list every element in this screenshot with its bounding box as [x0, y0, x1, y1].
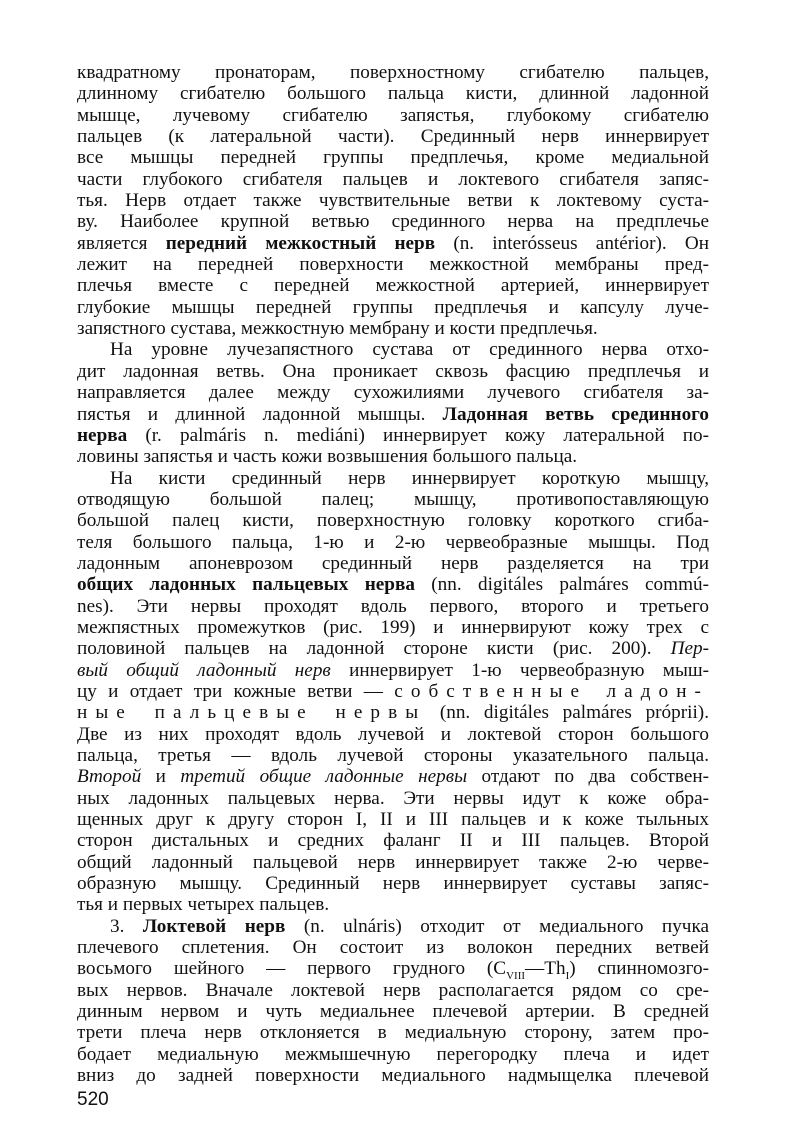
text-line [77, 254, 709, 275]
italic-term: Пер- [670, 638, 709, 660]
spaced-term: ные пальцевые нервы [77, 702, 427, 724]
text-line [77, 489, 709, 510]
text-segment: межпястных промежутков (рис. 199) и иннервируют кожу трех с [77, 616, 709, 638]
page-body-text [77, 62, 709, 1087]
bold-term: передний межкостный нерв [165, 232, 436, 254]
text-segment: пальца, третья — вдоль лучевой стороны указательного пальца. [77, 745, 709, 766]
text-segment: (n. ulnáris) отходит от медиального пучка [285, 915, 709, 937]
text-line [77, 553, 709, 574]
text-line [77, 425, 709, 446]
text-segment: части глубокого сгибателя пальцев и локтевого сгибателя запяс- [77, 168, 709, 190]
text-line [77, 147, 709, 168]
text-segment: ных ладонных пальцевых нерва. Эти нервы идут к коже обра- [77, 787, 709, 809]
text-line [77, 788, 709, 809]
bold-term: Локтевой нерв [142, 915, 286, 937]
text-segment: (r. palmáris n. mediáni) иннервирует кожу латеральной по- [127, 424, 709, 446]
text-segment: ловины запястья и часть кожи возвышения большого пальца. [77, 446, 578, 468]
text-line [77, 62, 709, 83]
text-line [77, 1022, 709, 1043]
text-line [77, 916, 709, 937]
text-segment: вых нервов. Вначале локтевой нерв располагается рядом со сре- [77, 979, 709, 1001]
text-segment: дит ладонная ветвь. Она проникает сквозь фасцию предплечья и [77, 360, 709, 382]
text-line [77, 617, 709, 638]
text-segment: отводящую большой палец; мышцу, противопоставляющую [77, 488, 709, 510]
text-line [77, 105, 709, 126]
text-segment: пальцев (к латеральной части). Срединный нерв иннервирует [77, 126, 709, 148]
text-line [77, 873, 709, 894]
text-segment: сторон дистальных и средних фаланг II и III пальцев. Второй [77, 830, 709, 852]
text-line [77, 126, 709, 147]
text-segment: На кисти срединный нерв иннервирует короткую мышцу, [110, 467, 709, 489]
text-segment: На уровне лучезапястного сустава от срединного нерва отхо- [110, 339, 709, 361]
text-segment: плечевого сплетения. Он состоит из волокон передних ветвей [77, 937, 709, 959]
text-segment: глубокие мышцы передней группы предплечья и капсулу луче- [77, 296, 709, 318]
subscript: VIII [506, 970, 526, 983]
text-line [77, 937, 709, 958]
page-number: 520 [77, 1089, 109, 1110]
text-segment: динным нервом и чуть медиальнее плечевой артерии. В средней [77, 1001, 709, 1023]
text-segment: 3. [110, 915, 143, 937]
text-segment: образную мышцу. Срединный нерв иннервирует суставы запяс- [77, 873, 709, 895]
text-line [77, 958, 709, 983]
text-line [77, 532, 709, 553]
text-segment: цу и отдает три кожные ветви — [77, 680, 395, 702]
text-line [77, 894, 709, 915]
text-line [77, 1065, 709, 1086]
text-line [77, 361, 709, 382]
text-line [77, 190, 709, 211]
text-line [77, 211, 709, 232]
text-line [77, 809, 709, 830]
text-line [77, 574, 709, 595]
text-segment: восьмого шейного — первого грудного (C [77, 958, 507, 980]
text-segment: запястного сустава, межкостную мембрану и кости предплечья. [77, 318, 598, 340]
text-segment: Две из них проходят вдоль лучевой и локтевой сторон большого [77, 723, 709, 745]
text-segment: трети плеча нерв отклоняется в медиальную сторону, затем про- [77, 1022, 709, 1044]
italic-term: Второй [77, 766, 142, 788]
text-segment: лежит на передней поверхности межкостной мембраны пред- [77, 254, 709, 276]
subscript: I [565, 970, 570, 983]
text-segment: (n. interósseus antérior). Он [435, 232, 709, 254]
text-line [77, 446, 709, 467]
bold-term: Ладонная ветвь срединного [442, 403, 709, 425]
text-segment: общий ладонный пальцевой нерв иннервирует также 2-ю черве- [77, 851, 709, 873]
text-segment: nes). Эти нервы проходят вдоль первого, второго и третьего [77, 595, 709, 617]
text-segment: отдают по два собствен- [467, 766, 709, 788]
text-segment: является [77, 232, 166, 254]
italic-term: вый общий ладонный нерв [77, 659, 331, 681]
text-segment: щенных друг к другу сторон I, II и III пальцев и к коже тыльных [77, 809, 709, 831]
text-line [77, 510, 709, 531]
text-segment: иннервирует 1-ю червеобразную мыш- [330, 659, 709, 681]
text-line [77, 318, 709, 339]
italic-term: третий общие ладонные нервы [180, 766, 468, 788]
text-line [77, 233, 709, 254]
text-line [77, 660, 709, 681]
text-segment: пястья и длинной ладонной мышцы. [77, 403, 443, 425]
text-line [77, 745, 709, 766]
spaced-term: собственные ладон- [394, 680, 709, 702]
text-segment: большой палец кисти, поверхностную головку короткого сгиба- [77, 510, 709, 532]
text-segment: теля большого пальца, 1-ю и 2-ю червеобразные мышцы. Под [77, 531, 709, 553]
text-line [77, 830, 709, 851]
text-segment: все мышцы передней группы предплечья, кроме медиальной [77, 147, 709, 169]
text-line [77, 169, 709, 190]
text-line [77, 1001, 709, 1022]
text-segment: тья и первых четырех пальцев. [77, 894, 330, 916]
bold-term: нерва [77, 424, 128, 446]
text-segment: бодает медиальную межмышечную перегородку плеча и идет [77, 1043, 709, 1065]
text-segment: ) спинномозго- [569, 958, 709, 980]
text-segment: плечья вместе с передней межкостной артерией, иннервирует [77, 275, 709, 297]
text-segment: половиной пальцев на ладонной стороне кисти (рис. 200). [77, 638, 671, 660]
text-segment: тья. Нерв отдает также чувствительные ветви к локтевому суста- [77, 190, 709, 212]
text-line [77, 339, 709, 360]
text-line [77, 275, 709, 296]
text-line [77, 83, 709, 104]
text-line [77, 404, 709, 425]
text-line [77, 468, 709, 489]
text-segment: вниз до задней поверхности медиального надмыщелка плечевой [77, 1065, 709, 1087]
text-segment: квадратному пронаторам, поверхностному сгибателю пальцев, [77, 62, 709, 83]
text-segment: —Th [525, 958, 566, 980]
bold-term: общих ладонных пальцевых нерва [77, 574, 415, 596]
text-segment: (nn. digitáles palmáres próprii). [426, 702, 709, 724]
text-segment: ву. Наиболее крупной ветвью срединного нерва на предплечье [77, 211, 709, 233]
text-line [77, 1044, 709, 1065]
text-line [77, 297, 709, 318]
text-line [77, 702, 709, 723]
text-line [77, 382, 709, 403]
text-line [77, 724, 709, 745]
text-segment: и [141, 766, 181, 788]
text-line [77, 852, 709, 873]
text-line [77, 638, 709, 659]
text-segment: ладонным апоневрозом срединный нерв разделяется на три [77, 552, 709, 574]
text-line [77, 980, 709, 1001]
text-segment: направляется далее между сухожилиями лучевого сгибателя за- [77, 382, 709, 404]
text-line [77, 596, 709, 617]
text-line [77, 681, 709, 702]
text-segment: мышце, лучевому сгибателю запястья, глубокому сгибателю [77, 104, 709, 126]
text-segment: длинному сгибателю большого пальца кисти, длинной ладонной [77, 83, 709, 105]
text-line [77, 766, 709, 787]
text-segment: (nn. digitáles palmáres commú- [414, 574, 709, 596]
